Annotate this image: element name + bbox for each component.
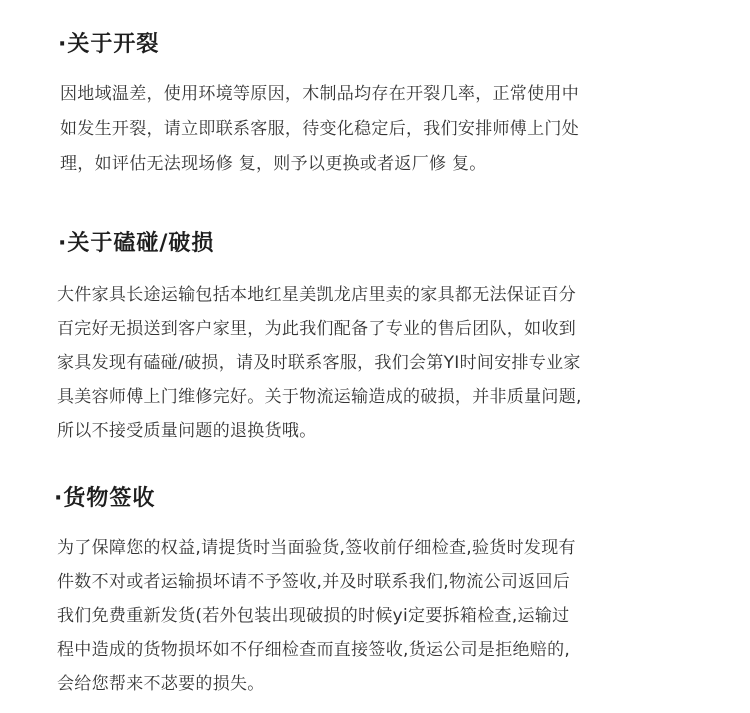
- section-heading-cracking: ·关于开裂: [58, 32, 160, 57]
- paragraph-line: 大件家具长途运输包括本地红星美凯龙店里卖的家具都无法保证百分: [57, 285, 576, 305]
- paragraph-line: 如发生开裂，请立即联系客服，待变化稳定后，我们安排师傅上门处: [60, 119, 579, 139]
- paragraph-line: 理，如评估无法现场修 复，则予以更换或者返厂修 复。: [60, 154, 487, 174]
- paragraph-line: 会给您帮来不苾要的损失。: [57, 674, 265, 694]
- paragraph-line: 家具发现有磕碰/破损，请及时联系客服，我们会第YI时间安排专业家: [57, 353, 581, 373]
- paragraph-line: 我们免费重新发货(若外包装出现破损的时候yi定要拆箱检查,运输过: [57, 606, 570, 626]
- paragraph-line: 件数不对或者运输损坏请不予签收,并及时联系我们,物流公司返回后: [57, 572, 571, 592]
- paragraph-line: 程中造成的货物损坏如不仔细检查而直接签收,货运公司是拒绝赔的,: [57, 640, 571, 660]
- paragraph-line: 百完好无损送到客户家里，为此我们配备了专业的售后团队，如收到: [57, 319, 576, 339]
- section-heading-receipt: ·货物签收: [54, 486, 156, 511]
- paragraph-line: 因地域温差，使用环境等原因，木制品均存在开裂几率，正常使用中: [60, 84, 579, 104]
- paragraph-line: 具美容师傅上门维修完好。关于物流运输造成的破损，并非质量问题,: [57, 387, 582, 407]
- paragraph-line: 所以不接受质量问题的退换货哦。: [57, 421, 317, 441]
- section-heading-damage: ·关于磕碰/破损: [58, 231, 215, 256]
- paragraph-line: 为了保障您的权益,请提货时当面验货,签收前仔细检查,验货时发现有: [57, 538, 576, 558]
